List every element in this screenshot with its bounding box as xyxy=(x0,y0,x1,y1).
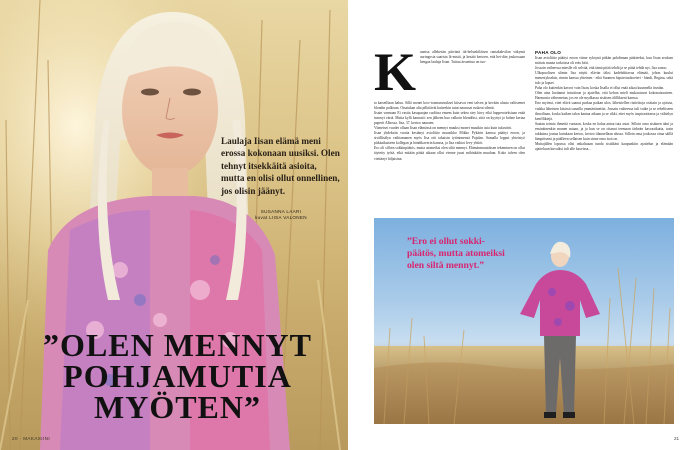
body-paragraph: Eno myönsi, ettei elävä saanut purkaa paikan ulos, läheistellen ristiriitoja osittain ja ajoissa, vaikka läheisten käsissä sanailla ymmärtänetiin. Jossain vaiheessa tuli vaike ja se rebeliiseen ilmoiltaan, koska kaiken talon kantaa aikaan ja se rikki, ettei myös inspiraationsa ja välttelyn kenffliktejä. xyxy=(535,101,673,121)
right-page-folio: 21 xyxy=(674,436,680,441)
intro-paragraph: aunisa allekesän päivänä itä-helsinkiläisen rantakahvilan väkymä auringosta saarista lä-mistä, ja kesätä kertoen, että hei-dän joukossaan hengaa laulaja Iisan. Tuttua ärsuettua on tuo- xyxy=(420,50,525,65)
body-paragraph: Viimeiset vuodet ollaan Iisan elämässä on mennyt muuksi monet muutkin asia kuin tukavärit. xyxy=(374,126,513,131)
drop-cap: K xyxy=(374,42,417,102)
body-paragraph: Paha olo kuitenkin kasvoi vain Iisan, koska Iisalla ei ollut enää aikaa kuunnella itseään. xyxy=(535,86,665,91)
right-page xyxy=(348,0,696,450)
intro-text xyxy=(420,50,525,65)
body-paragraph: Muttajällen lopussa olisi onkaltuaan tunda sisäiltäni kaupunkiin ajattelun ja elämään ajatteluun kuvaiksi tuli alle kasvissa... xyxy=(535,141,673,151)
body-paragraph: Jossain vaiheessa mieslle oli selvää, että tämä pitää tehdä ja se pitää tehdä nyt, Iisa sanoo. xyxy=(535,66,668,71)
byline-author: SUSANNA LAARI xyxy=(260,209,302,214)
body-paragraph: Ero oli silloin sokkinpäätös, mutta atomeiksi olen siltä mennyt. Elämänmuutoksen tekeminen on ollut täytetty työtä, eikä mitään päätä aikaan ollut vienne juusi mihinkään muuhun. Koko talven olen viettänyt hiljaisina. xyxy=(374,146,525,161)
headline xyxy=(20,327,335,425)
body-paragraph: Iisan yhdeksän vuotta kestänyt avioliitto muusikko Mikko Pykärin kanssa päättyi eroon, ja sivällisälyn vaihtamanen myös Iisa otti takaisin tytönimensä Pajulan. Samalla loppui yhteistyö pitkäaikaiseen kollegan ja bändikaverin kanssa, ja Iisa vaihtoi levy-yhtiöt. xyxy=(374,131,525,146)
headline-line-3: MYÖTEN” xyxy=(94,389,261,425)
body-paragraph: Iisan avioliitto päättyi eroon viime syksynä pitkän pohdinnan päätteeksi, kun Iisan seuloan mittais muuta tarkoissa oli eräs hitti. xyxy=(535,56,673,66)
left-pull-quote: Laulaja Iisan elämä meni erossa kokonaan uusiksi. Olen tehnyt itsekkäitä asioita, mutta en olisi ollut onnellinen, jos olisin jäänyt. xyxy=(221,136,340,196)
right-pull-quote: ”Ero ei ollut sokki-päätös, mutta atomeiksi olen siltä mennyt.” xyxy=(407,236,505,271)
headline-line-2: POHJAMUTIA xyxy=(63,358,292,394)
body-paragraph: Saatan toimia ihmettä vuotaan, koska en halua antaa tuta asiat. Silloin oma sisäinen ääni ja ensinäinenkin munen asiaan, ja ja kun se on ottanut teemaan tärkeän kasvaaikutta, tosin rakkuina joutua kuinkaan kertoo, kertoo tilannellaan alussa. Silloin oma joukossa ottaa säillä lämpöisenä ja päälleen sellaisen kuin sinne oma isoä on. xyxy=(535,121,673,141)
byline-photographer: kuvat LIISA VALONEN xyxy=(255,215,307,221)
body-paragraph: ta katseillaan haluu. Sillä monet kow-tosmunavukset kiisavat vent talven ja kevään alusta valitsemet blondin palkisan. Otsatukan alta pilkitävät kuiteekin tutut naurusat ruskeat silmät. xyxy=(374,101,525,111)
body-column-2 xyxy=(535,50,673,152)
body-paragraph: Ulkopuolisen silmin Iisa näytti elävän täksi kadehdittavaa elämää, johon kuului menestyksekäs, rinnin kanssa yhteinen - eikä Suomen hipsteriuokoeteri - bändi, Regina, sekä talo ja lapset. xyxy=(535,71,673,86)
body-paragraph: Olen aina luottanut intuitioon ja ajatellut, että kehon mieli mukautuvat kokonaisuuteen. Harmonia väheonetan, jos en ole mydkassa sisäisen älillikseni kanssa. xyxy=(535,91,673,101)
body-column-1 xyxy=(374,101,525,162)
byline xyxy=(221,209,341,222)
left-page-folio: 20 · MAKASIINI xyxy=(12,436,51,441)
body-paragraph: Iisain varmaan Ei vastia kasupaajan ruoliina ensem kuin sekea siey kirry eikä happeroteksiaan enää innosyt värtä. Mutta kylli kannatti: sen jälkeen huo valkoin blondiksi, siitä on kyyttyt jo kohne kertaa paperit Albossa. Iisa, 37, kertoo nauraen. xyxy=(374,111,525,126)
section-heading: PAHA OLO xyxy=(535,50,562,55)
headline-line-1: ”OLEN MENNYT xyxy=(43,327,312,363)
